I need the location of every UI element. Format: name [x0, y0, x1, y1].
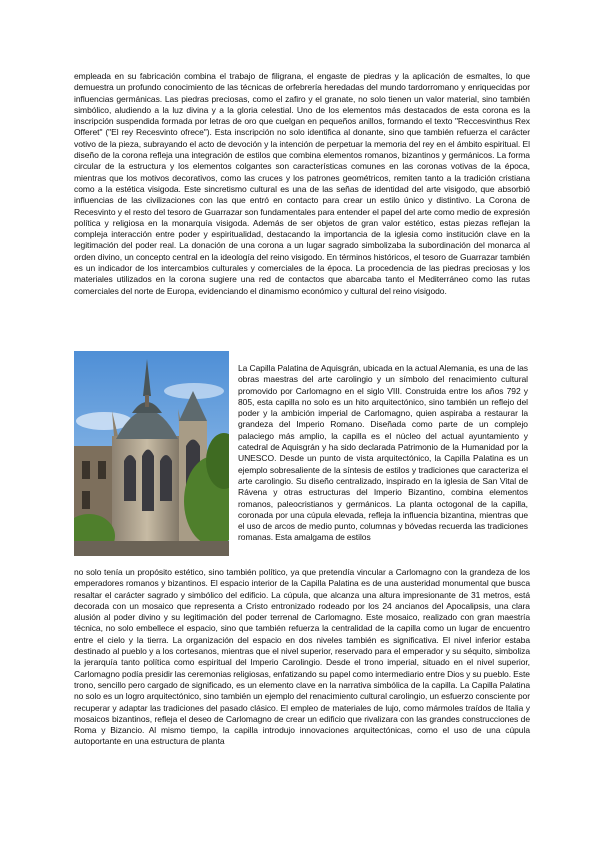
paragraph-capilla-palatina-intro: La Capilla Palatina de Aquisgrán, ubicada en la actual Alemania, es una de las obras maestras del arte carolingio y un símbolo del renacimiento cultural promovido por Carlomagno en el siglo VIII. Construida entre los años 792 y 805, esta capilla no solo es un hito arquitectónico, sino también un reflejo del poder y la ambición imperial de Carlomagno, quien aspiraba a restaurar la grandeza del Imperio Romano. Diseñada como parte de un complejo palaciego más amplio, la capilla es el núcleo del actual ayuntamiento y catedral de Aquisgrán y ha sido declarada Patrimonio de la Humanidad por la UNESCO. Desde un punto de vista arquitectónico, la Capilla Palatina es un ejemplo sobresaliente de la síntesis de estilos y tradiciones que caracteriza el arte carolingio. Su diseño centralizado, inspirado en la iglesia de San Vital de Rávena y otras estructuras del Imperio Bizantino, combina elementos romanos, paleocristianos y germánicos. La planta octogonal de la capilla, coronada por una cúpula elevada, refleja la influencia bizantina, mientras que el uso de arcos de medio punto, columnas y bóvedas recuerda las tradiciones romanas. Esta amalgama de estilos — [238, 363, 528, 543]
paragraph-corona-recesvinto: empleada en su fabricación combina el trabajo de filigrana, el engaste de piedras y la aplicación de esmaltes, lo que demuestra un profundo conocimiento de las técnicas de orfebrería heredadas del mundo tardorromano y enriquecidas por influencias germánicas. Las piedras preciosas, como el zafiro y el granate, no solo tienen un valor material, sino también simbólico, aludiendo a la luz divina y a la gloria celestial. Uno de los elementos más destacados de esta corona es la inscripción suspendida formada por letras de oro que cuelgan en pequeños anillos, formando el texto "Reccesvinthus Rex Offeret" ("El rey Recesvinto ofrece"). Esta inscripción no solo identifica al donante, sino que también refuerza el carácter votivo de la pieza, subrayando el acto de devoción y la intención de perpetuar la memoria del rey en el ámbito espiritual. El diseño de la corona refleja una integración de estilos que combina elementos romanos, bizantinos y germánicos. La forma circular de la estructura y los elementos colgantes son características comunes en las coronas votivas de la época, mientras que los motivos decorativos, como las cruces y los patrones geométricos, remiten tanto a la tradición cristiana como a la estética visigoda. Este sincretismo cultural es una de las señas de identidad del arte visigodo, que absorbió influencias de las civilizaciones con las que entró en contacto para crear un estilo único y distintivo. La Corona de Recesvinto y el resto del tesoro de Guarrazar son fundamentales para entender el papel del arte como medio de expresión política y religiosa en la monarquía visigoda. Además de ser objetos de gran valor estético, estas piezas reflejan la compleja interacción entre poder y espiritualidad, destacando la importancia de la iglesia como institución clave en la legitimación del poder real. La donación de una corona a un lugar sagrado simbolizaba la subordinación del monarca al orden divino, un concepto central en la ideología del reino visigodo. En términos históricos, el tesoro de Guarrazar también es un indicador de los intercambios culturales y comerciales de la época. La procedencia de las piedras preciosas y los materiales utilizados en la corona sugiere una red de contactos que abarcaba tanto el Mediterráneo como las rutas comerciales del norte de Europa, evidenciando el dinamismo económico y cultural del reino visigodo. — [74, 71, 530, 296]
paragraph-capilla-palatina-continued: no solo tenía un propósito estético, sino también político, ya que pretendía vincular a Carlomagno con la grandeza de los emperadores romanos y bizantinos. El espacio interior de la Capilla Palatina es de una austeridad monumental que busca resaltar el carácter sagrado y simbólico del edificio. La cúpula, que alcanza una altura impresionante de 31 metros, está decorada con un mosaico que representa a Cristo entronizado rodeado por los 24 ancianos del Apocalipsis, una clara alusión al poder divino y su legitimación del poder terrenal de Carlomagno. Este mosaico, realizado con gran maestría técnica, no solo embellece el espacio, sino que también refuerza la centralidad de la capilla como un lugar de encuentro entre el cielo y la tierra. La organización del espacio en dos niveles también es significativa. El nivel inferior estaba destinado al pueblo y a los cortesanos, mientras que el nivel superior, reservado para el emperador y su séquito, simboliza la jerarquía tanto política como espiritual del Imperio Carolingio. Desde el trono imperial, situado en el nivel superior, Carlomagno podía presidir las ceremonias religiosas, enfatizando su papel como intermediario entre Dios y su pueblo. Este trono, sencillo pero cargado de significado, es un elemento clave en la narrativa simbólica de la capilla. La Capilla Palatina no solo es un logro arquitectónico, sino también un ejemplo del renacimiento cultural carolingio, un esfuerzo consciente por recuperar y adaptar las tradiciones del pasado clásico. El empleo de materiales de lujo, como mármoles traídos de Italia y mosaicos bizantinos, refleja el deseo de Carlomagno de crear un edificio que rivalizara con las grandes construcciones de Roma y Bizancio. Al mismo tiempo, la capilla introdujo innovaciones arquitectónicas, como el uso de una cúpula autoportante en una estructura de planta — [74, 567, 530, 747]
capilla-palatina-photo — [74, 351, 229, 556]
